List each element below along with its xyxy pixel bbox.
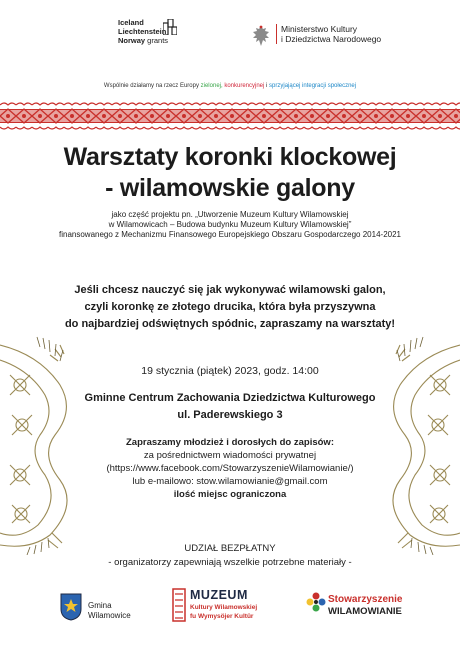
event-date: 19 stycznia (piątek) 2023, godz. 14:00 [141, 365, 319, 377]
tagline-sep2: i [264, 83, 270, 89]
invite-line1: Jeśli chcesz nauczyć się jak wykonywać wilamowski galon, [74, 284, 386, 296]
stowarzyszenie-logo [306, 592, 403, 619]
limited-seats: ilość miejsc ograniczona [173, 489, 287, 500]
project-line2: w Wilamowicach – Budowa budynku Muzeum Kultury Wilamowskiej” [108, 220, 352, 229]
event-venue [0, 390, 460, 424]
page-title [0, 142, 460, 204]
red-lace-band [0, 101, 460, 131]
project-description [0, 210, 460, 240]
title-line2: - wilamowskie galony [105, 174, 355, 202]
signup-info [0, 436, 460, 501]
eea-logo-grants: grants [145, 36, 169, 45]
muzeum-mark-icon [172, 588, 186, 622]
muzeum-line1: MUZEUM [190, 588, 248, 602]
invitation-text [0, 282, 460, 333]
venue-line1: Gminne Centrum Zachowania Dziedzictwa Kulturowego [84, 392, 376, 404]
email-link[interactable]: lub e-mailowo: stow.wilamowianie@gmail.com [132, 476, 328, 487]
signup-line1: za pośrednictwem wiadomości prywatnej [143, 450, 317, 461]
stowarzyszenie-flower-icon [306, 592, 326, 614]
muzeum-line2: Kultury Wilamowskiej [190, 604, 258, 611]
tagline-prefix: Wspólnie działamy na rzecz Europy [103, 83, 201, 89]
eea-grants-logo [118, 18, 188, 45]
coat-of-arms-icon [60, 593, 82, 621]
eea-logo-line2: Liechtenstein [118, 27, 167, 36]
title-line1: Warsztaty koronki klockowej [63, 143, 397, 171]
muzeum-logo [172, 588, 258, 627]
ministry-line1: Ministerstwo Kultury [281, 24, 358, 34]
tagline [0, 83, 460, 89]
facebook-link[interactable]: (https://www.facebook.com/StowarzyszenieWilamowianie/) [106, 463, 354, 474]
polish-eagle-icon [250, 24, 272, 48]
tagline-blue: sprzyjającej integracji społecznej [269, 83, 357, 89]
project-line3: finansowanego z Mechanizmu Finansowego Europejskiego Obszaru Gospodarczego 2014-2021 [59, 230, 401, 239]
eea-logo-line1: Iceland [118, 18, 144, 27]
tagline-red: konkurencyjnej [224, 83, 265, 89]
eea-grants-mark-icon [163, 19, 177, 35]
free-label: UDZIAŁ BEZPŁATNY [184, 543, 276, 554]
invite-line2: czyli koronkę ze złotego drucika, która była przyszywna [84, 301, 376, 313]
signup-heading: Zapraszamy młodzież i dorosłych do zapisów: [126, 437, 334, 448]
eea-logo-line3 [118, 36, 188, 45]
gmina-line2: Wilamowice [88, 611, 131, 620]
gmina-line1: Gmina [88, 601, 112, 610]
muzeum-line3: fu Wymysöjer Kultür [190, 613, 254, 620]
free-participation [0, 542, 460, 570]
ministry-line2: i Dziedzictwa Narodowego [281, 34, 382, 44]
eea-logo-norway: Norway [118, 36, 146, 45]
materials-note: - organizatorzy zapewniają wszelkie potrzebne materiały - [108, 557, 352, 568]
invite-line3: do najbardziej odświętnych spódnic, zapraszamy na warsztaty! [64, 318, 396, 330]
stowarzyszenie-line2: WILAMOWIANIE [328, 606, 402, 617]
gmina-wilamowice-logo [60, 593, 131, 626]
stowarzyszenie-line1: Stowarzyszenie [328, 594, 403, 605]
tagline-green: zielonej, [200, 83, 223, 89]
venue-line2: ul. Paderewskiego 3 [177, 409, 283, 421]
project-line1: jako część projektu pn. „Utworzenie Muzeum Kultury Wilamowskiej [111, 210, 349, 219]
